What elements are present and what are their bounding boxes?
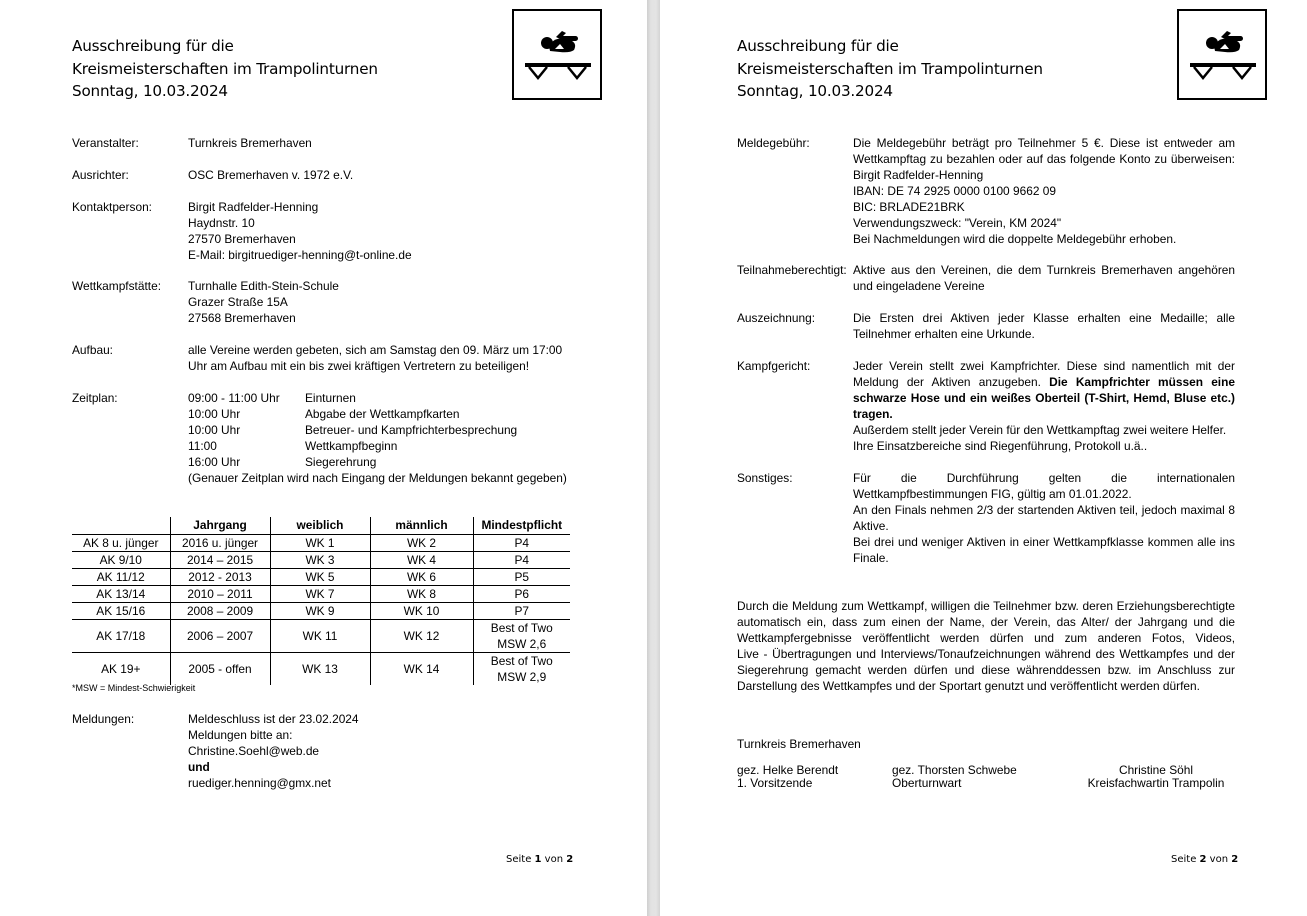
consent-line-6: Darstellung des Wettkampfes und der Sportart genutzt und veröffentlicht werden dürfen. (737, 679, 1200, 693)
fee-line-1: Die Meldegebühr beträgt pro Teilnehmer 5 €. Diese ist entweder am (853, 136, 1235, 150)
signature-chair (737, 764, 838, 790)
cell-weiblich: WK 3 (270, 551, 370, 568)
header-cell-maennlich: männlich (370, 517, 473, 534)
venue-details (188, 278, 339, 326)
header-cell-empty (72, 517, 170, 534)
cell-jahrgang: 2016 u. jünger (170, 534, 270, 551)
contact-details (188, 199, 412, 263)
signature-fachwartin (1086, 764, 1226, 790)
eligibility-line-2: und eingeladene Vereine (853, 279, 985, 293)
schedule-event: Betreuer- und Kampfrichterbesprechung (305, 423, 518, 437)
cell-jahrgang: 2008 – 2009 (170, 602, 270, 619)
cell-weiblich: WK 5 (270, 568, 370, 585)
title-line-3: Sonntag, 10.03.2024 (72, 82, 228, 100)
judges-text (853, 358, 1235, 454)
cell-mindestpflicht-line-2: MSW 2,9 (497, 669, 547, 684)
cell-weiblich: WK 13 (270, 652, 370, 685)
cell-mindestpflicht: P4 (473, 551, 570, 568)
misc-line-5: Bei drei und weniger Aktiven in einer Wettkampfklasse kommen alle ins (853, 535, 1235, 549)
venue-city: 27568 Bremerhaven (188, 311, 296, 325)
aufbau-text (188, 342, 562, 374)
table-row (72, 652, 570, 685)
schedule-event: Siegerehrung (305, 455, 377, 469)
signature-name: gez. Helke Berendt (737, 763, 839, 777)
cell-maennlich: WK 12 (370, 619, 473, 652)
cell-maennlich: WK 14 (370, 652, 473, 685)
table-row (72, 585, 570, 602)
cell-age-class: AK 8 u. jünger (72, 534, 170, 551)
misc-line-2: Wettkampfbestimmungen FIG, gültig am 01.01.2022. (853, 487, 1132, 501)
venue-street: Grazer Straße 15A (188, 295, 288, 309)
cell-age-class: AK 13/14 (72, 585, 170, 602)
cell-jahrgang: 2010 – 2011 (170, 585, 270, 602)
trampoline-pictogram-icon (1177, 9, 1267, 100)
consent-line-3: Wettkampfergebnisse veröffentlicht werden dürfen und zum anderen Fotos, Videos, (737, 631, 1235, 645)
judges-dresscode-middle: schwarze Hose und ein weißes Oberteil (T-Shirt, Hemd, Bluse etc.) (853, 391, 1235, 405)
signature-name: Christine Söhl (1118, 763, 1194, 777)
page-footer (1171, 853, 1238, 867)
page-2 (660, 0, 1307, 916)
cell-weiblich: WK 7 (270, 585, 370, 602)
schedule-event: Abgabe der Wettkampfkarten (305, 407, 460, 421)
label-auszeichnung: Auszeichnung: (737, 311, 816, 325)
schedule-time: 10:00 Uhr (188, 407, 241, 421)
header-cell-weiblich: weiblich (270, 517, 370, 534)
judges-line-1: Jeder Verein stellt zwei Kampfrichter. Diese sind namentlich mit der (853, 359, 1235, 373)
signature-organization: Turnkreis Bremerhaven (737, 737, 861, 751)
cell-mindestpflicht: P6 (473, 585, 570, 602)
consent-line-5: Siegerehrung gemacht werden dürfen und diese währenddessen bzw. im Anschluss zur (737, 663, 1235, 677)
cell-jahrgang: 2014 – 2015 (170, 551, 270, 568)
title-line-2: Kreismeisterschaften im Trampolinturnen (737, 59, 1043, 78)
meldungen-connector: und (188, 760, 210, 774)
account-holder: Birgit Radfelder-Henning (853, 168, 984, 182)
cell-weiblich: WK 1 (270, 534, 370, 551)
iban: IBAN: DE 74 2925 0000 0100 9662 09 (853, 184, 1056, 198)
cell-maennlich: WK 2 (370, 534, 473, 551)
misc-line-4: Aktive. (853, 519, 889, 533)
cell-mindestpflicht (473, 652, 570, 685)
bic: BIC: BRLADE21BRK (853, 200, 965, 214)
cell-maennlich: WK 4 (370, 551, 473, 568)
email-link-christine[interactable]: Christine.Soehl@web.de (188, 744, 320, 758)
contact-email: E-Mail: birgitruediger-henning@t-online.de (188, 248, 412, 262)
label-zeitplan: Zeitplan: (72, 391, 118, 405)
cell-mindestpflicht (473, 619, 570, 652)
title-line-2: Kreismeisterschaften im Trampolinturnen (72, 59, 378, 78)
consent-line-1: Durch die Meldung zum Wettkampf, willigen die Teilnehmer bzw. deren Erziehungsberechtigte (737, 599, 1235, 613)
table-header-row (72, 517, 570, 534)
table-row (72, 568, 570, 585)
cell-jahrgang: 2005 - offen (170, 652, 270, 685)
label-kontaktperson: Kontaktperson: (72, 200, 152, 214)
footer-page-total: 2 (566, 854, 574, 865)
consent-line-2: automatisch ein, dass zum einen der Name, der Verein, das Alter/ der Jahrgang und die (737, 615, 1235, 629)
table-footnote: *MSW = Mindest-Schwierigkeit (72, 683, 196, 693)
judges-line-2 (853, 374, 1235, 390)
page-footer (506, 853, 573, 867)
label-kampfgericht: Kampfgericht: (737, 359, 811, 373)
schedule-event: Einturnen (305, 391, 356, 405)
footer-prefix: Seite (1171, 854, 1200, 865)
document-title (72, 35, 378, 103)
signature-role: Oberturnwart (892, 776, 962, 790)
footer-page-number: 1 (534, 854, 542, 865)
table-row (72, 619, 570, 652)
table-row (72, 602, 570, 619)
cell-jahrgang: 2012 - 2013 (170, 568, 270, 585)
misc-line-1: Für die Durchführung gelten die internationalen (853, 471, 1235, 485)
meldungen-intro: Meldungen bitte an: (188, 728, 293, 742)
signature-name: gez. Thorsten Schwebe (892, 763, 1017, 777)
cell-jahrgang: 2006 – 2007 (170, 619, 270, 652)
cell-age-class: AK 17/18 (72, 619, 170, 652)
cell-age-class: AK 15/16 (72, 602, 170, 619)
title-line-1: Ausschreibung für die (72, 37, 234, 55)
schedule-time: 10:00 Uhr (188, 423, 241, 437)
table-row (72, 551, 570, 568)
title-line-3: Sonntag, 10.03.2024 (737, 82, 893, 100)
cell-age-class: AK 19+ (101, 661, 141, 676)
aufbau-line-2: Uhr am Aufbau mit ein bis zwei kräftigen Vertretern zu beteiligen! (188, 359, 530, 373)
cell-maennlich: WK 10 (370, 602, 473, 619)
label-veranstalter: Veranstalter: (72, 136, 139, 150)
header-cell-jahrgang: Jahrgang (170, 517, 270, 534)
cell-age-class: AK 11/12 (72, 568, 170, 585)
schedule-time: 16:00 Uhr (188, 455, 241, 469)
footer-middle: von (1206, 854, 1232, 865)
signature-role: Kreisfachwartin Trampolin (1087, 776, 1225, 790)
judges-line-2-normal: Meldung der Aktiven anzugeben. (853, 375, 1050, 389)
awards-text (853, 310, 1235, 342)
contact-name: Birgit Radfelder-Henning (188, 200, 319, 214)
schedule-event: Wettkampfbeginn (305, 439, 398, 453)
payment-reference: Verwendungszweck: "Verein, KM 2024" (853, 216, 1062, 230)
footer-middle: von (541, 854, 567, 865)
signature-oberturnwart (892, 764, 1017, 790)
misc-line-3: An den Finals nehmen 2/3 der startenden Aktiven teil, jedoch maximal 8 (853, 503, 1235, 517)
table-row (72, 534, 570, 551)
schedule-time: 09:00 - 11:00 Uhr (188, 391, 280, 405)
venue-name: Turnhalle Edith-Stein-Schule (188, 279, 339, 293)
page-divider (647, 0, 660, 916)
helpers-line: Außerdem stellt jeder Verein für den Wettkampftag zwei weitere Helfer. (853, 423, 1227, 437)
contact-city: 27570 Bremerhaven (188, 232, 296, 246)
signature-role: 1. Vorsitzende (737, 776, 813, 790)
label-aufbau: Aufbau: (72, 343, 113, 357)
footer-prefix: Seite (506, 854, 535, 865)
cell-weiblich: WK 9 (270, 602, 370, 619)
footer-page-number: 2 (1199, 854, 1207, 865)
label-sonstiges: Sonstiges: (737, 471, 793, 485)
header-cell-mindestpflicht: Mindestpflicht (473, 517, 570, 534)
cell-maennlich: WK 8 (370, 585, 473, 602)
consent-line-4: Live - Übertragungen und Interviews/Tonaufzeichnungen während des Wettkampfes und der (737, 647, 1235, 661)
contact-street: Haydnstr. 10 (188, 216, 255, 230)
cell-age-class: AK 9/10 (72, 551, 170, 568)
judges-dresscode-start: Die Kampfrichter müssen eine (1049, 375, 1235, 389)
email-link-ruediger[interactable]: ruediger.henning@gmx.net (188, 776, 331, 790)
title-line-1: Ausschreibung für die (737, 37, 899, 55)
cell-mindestpflicht-line-1: Best of Two (490, 620, 553, 635)
eligibility-text (853, 262, 1235, 294)
value-ausrichter: OSC Bremerhaven v. 1972 e.V. (188, 168, 354, 182)
aufbau-line-1: alle Vereine werden gebeten, sich am Samstag den 09. März um 17:00 (188, 343, 563, 357)
cell-mindestpflicht: P4 (473, 534, 570, 551)
judges-dresscode-end: tragen. (853, 407, 893, 421)
label-teilnahmeberechtigt: Teilnahmeberechtigt: (737, 263, 847, 277)
label-meldegebuehr: Meldegebühr: (737, 136, 810, 150)
label-meldungen: Meldungen: (72, 712, 135, 726)
misc-line-6: Finale. (853, 551, 889, 565)
cell-mindestpflicht: P7 (473, 602, 570, 619)
late-fee-note: Bei Nachmeldungen wird die doppelte Meldegebühr erhoben. (853, 232, 1177, 246)
fee-line-2: Wettkampftag zu bezahlen oder auf das folgende Konto zu überweisen: (853, 152, 1235, 166)
consent-paragraph (737, 598, 1235, 694)
label-ausrichter: Ausrichter: (72, 168, 129, 182)
eligibility-line-1: Aktive aus den Vereinen, die dem Turnkreis Bremerhaven angehören (853, 263, 1235, 277)
awards-line-1: Die Ersten drei Aktiven jeder Klasse erhalten eine Medaille; alle (853, 311, 1235, 325)
document-title (737, 35, 1043, 103)
trampoline-pictogram-icon (512, 9, 602, 100)
page-1 (0, 0, 647, 916)
meldeschluss-text: Meldeschluss ist der 23.02.2024 (188, 712, 359, 726)
cell-mindestpflicht-line-2: MSW 2,6 (497, 636, 547, 651)
schedule-note-text: (Genauer Zeitplan wird nach Eingang der Meldungen bekannt gegeben) (188, 471, 567, 485)
fee-details (853, 135, 1235, 247)
cell-weiblich: WK 11 (270, 619, 370, 652)
label-wettkampfstaette: Wettkampfstätte: (72, 279, 161, 293)
helpers-areas-line: Ihre Einsatzbereiche sind Riegenführung, Protokoll u.ä.. (853, 439, 1148, 453)
misc-text (853, 470, 1235, 566)
competition-classes-table (72, 517, 570, 685)
cell-maennlich: WK 6 (370, 568, 473, 585)
value-veranstalter: Turnkreis Bremerhaven (188, 136, 312, 150)
cell-mindestpflicht: P5 (473, 568, 570, 585)
schedule-time: 11:00 (188, 439, 217, 453)
awards-line-2: Teilnehmer erhalten eine Urkunde. (853, 327, 1035, 341)
meldungen-details (188, 711, 359, 791)
footer-page-total: 2 (1231, 854, 1239, 865)
cell-mindestpflicht-line-1: Best of Two (490, 653, 553, 668)
